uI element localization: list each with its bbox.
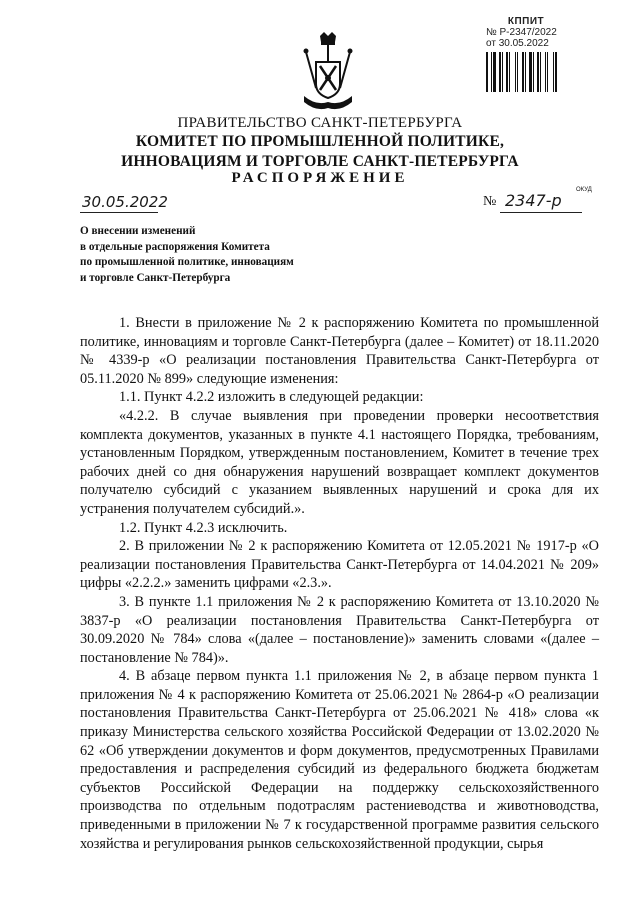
barcode-bar: [525, 52, 526, 92]
barcode-bar: [533, 52, 534, 92]
barcode-bar: [529, 52, 532, 92]
body-paragraph: 1.1. Пункт 4.2.2 изложить в следующей редакции:: [119, 389, 424, 406]
barcode-bar: [509, 52, 510, 92]
committee-title: [0, 132, 640, 172]
barcode-bar: [493, 52, 496, 92]
coat-of-arms-emblem: [298, 32, 358, 112]
barcode-bar: [549, 52, 552, 92]
body-paragraph: «4.2.2. В случае выявления при проведении проверки несоответствия комплекта документов, указанных в пункте 4.1 настоящего Порядка, требованиям, установленным Порядком, утвержденным постановлением, Комитет в течение трех рабочих дней со дня обнаружения нарушений возвращает комплект документов получателю субсидий с указанием выявленных нарушений и срока для их устранения получателем субсидий.».: [80, 407, 599, 517]
barcode-bar: [535, 52, 536, 92]
document-type: РАСПОРЯЖЕНИЕ: [231, 170, 409, 186]
stamp-code: КППИТ: [507, 16, 545, 27]
body-paragraph: 2. В приложении № 2 к распоряжению Комитета от 12.05.2021 № 1917-р «О реализации постановления Правительства Санкт-Петербурга от 14.04.2021 № 209» цифры «2.2.2.» заменить цифрами «2.3.».: [80, 538, 599, 592]
stamp-number: № Р-2347/2022: [486, 27, 557, 38]
body-paragraph: 1. Внести в приложение № 2 к распоряжению Комитета по промышленной политике, инновациям и торговле Санкт-Петербурга (далее – Комитет) от 18.11.2020 № 4339-р «О реализации постановления Правительства Санкт-Петербурга от 05.11.2020 № 899» следующие изменения:: [80, 315, 599, 387]
subject-line: в отдельные распоряжения Комитета: [80, 240, 270, 253]
number-sign: №: [483, 194, 497, 209]
handwritten-number: 2347-р: [505, 191, 562, 210]
barcode-bar: [540, 52, 541, 92]
barcode-bar: [537, 52, 539, 92]
barcode-bar: [519, 52, 521, 92]
document-subject: [80, 224, 360, 286]
committee-title-line2: ИННОВАЦИЯМ И ТОРГОВЛЕ САНКТ-ПЕТЕРБУРГА: [121, 153, 519, 170]
barcode-bar: [506, 52, 508, 92]
barcode-bar: [555, 52, 557, 92]
barcode-bar: [527, 52, 528, 92]
body-paragraph: 4. В абзаце первом пункта 1.1 приложения № 2, в абзаце первом пункта 1 приложения № 4 к распоряжению Комитета от 25.06.2021 № 2864-р «О реализации постановления Правительства Санкт-Петербурга от 25.06.2021 № 418» слова «к приказу Министерства сельского хозяйства Российской Федерации от 13.02.2020 № 62 «Об утверждении документов и форм документов, предусмотренных Правилами предоставления и распределения субсидий из федерального бюджета бюджетам субъектов Российской Федерации на поддержку сельскохозяйственного производства по отдельным подотраслям растениеводства и животноводства, приведенными в приложении № 7 к государственной программе развития сельского хозяйства и регулирования рынков сельскохозяйственной продукции, сырья: [80, 668, 599, 852]
body-paragraph: 3. В пункте 1.1 приложения № 2 к распоряжению Комитета от 13.10.2020 № 3837-р «О реализации постановления Правительства Санкт-Петербурга от 30.09.2020 № 784» слова «(далее – постановление)» заменить словами «(далее – постановление № 784)».: [80, 593, 599, 666]
barcode-bar: [511, 52, 514, 92]
subject-line: и торговле Санкт-Петербурга: [80, 271, 231, 284]
barcode-bar: [497, 52, 498, 92]
barcode: [486, 52, 566, 92]
barcode-bar: [515, 52, 516, 92]
barcode-bar: [547, 52, 548, 92]
barcode-bar: [545, 52, 546, 92]
date-underline: [80, 212, 158, 213]
government-title: ПРАВИТЕЛЬСТВО САНКТ-ПЕТЕРБУРГА: [177, 115, 463, 131]
barcode-bar: [517, 52, 518, 92]
committee-title-line1: КОМИТЕТ ПО ПРОМЫШЛЕННОЙ ПОЛИТИКЕ,: [135, 133, 505, 150]
barcode-bar: [553, 52, 554, 92]
document-body: [80, 314, 599, 853]
barcode-bar: [491, 52, 492, 92]
barcode-bar: [542, 52, 544, 92]
barcode-bar: [502, 52, 503, 92]
stamp-date: от 30.05.2022: [486, 38, 549, 49]
registration-stamp: [486, 16, 566, 92]
number-underline: [500, 212, 582, 213]
barcode-bar: [489, 52, 490, 92]
subject-line: О внесении изменений: [80, 225, 196, 237]
subject-line: по промышленной политике, инновациям: [80, 256, 294, 268]
barcode-bar: [499, 52, 501, 92]
okud-label: ОКУД: [576, 187, 592, 193]
barcode-bar: [504, 52, 505, 92]
handwritten-date: 30.05.2022: [82, 193, 168, 211]
barcode-bar: [522, 52, 524, 92]
barcode-bar: [486, 52, 488, 92]
body-paragraph: 1.2. Пункт 4.2.3 исключить.: [119, 519, 288, 536]
